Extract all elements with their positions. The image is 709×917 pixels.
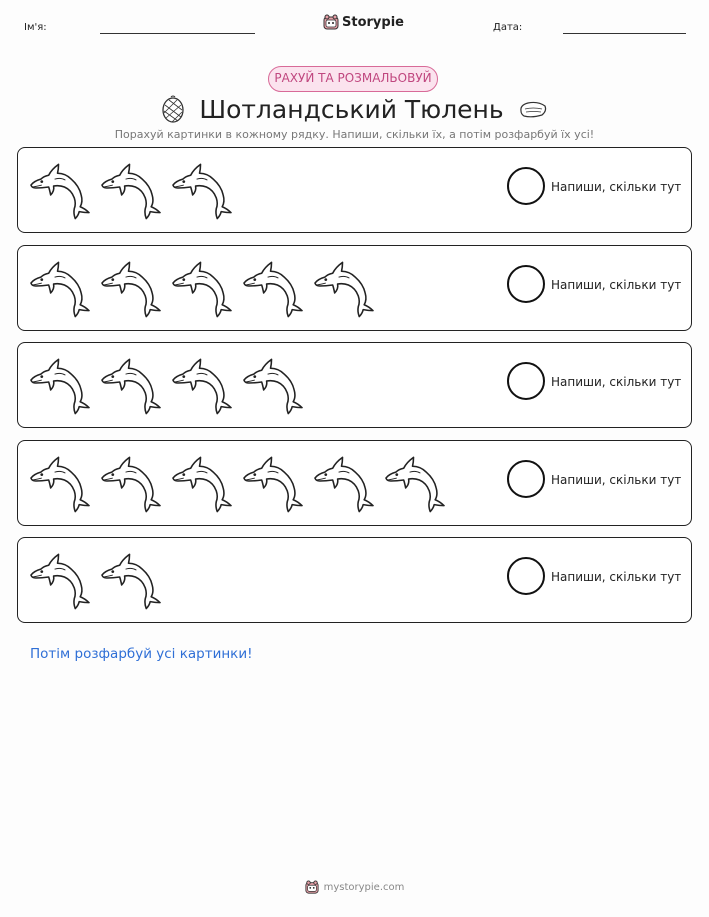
dolphin-icon <box>170 449 233 515</box>
activity-badge: РАХУЙ ТА РОЗМАЛЬОВУЙ <box>268 66 438 92</box>
answer-label: Напиши, скільки тут <box>551 278 682 292</box>
dolphin-icon <box>312 254 375 320</box>
instructions: Порахуй картинки в кожному рядку. Напиши, скільки їх, а потім розфарбуй їх усі! <box>114 128 595 141</box>
dolphin-icon <box>170 254 233 320</box>
answer-label: Напиши, скільки тут <box>551 180 682 194</box>
pictures-group <box>28 546 162 612</box>
pictures-group <box>28 449 446 515</box>
dolphin-icon <box>241 254 304 320</box>
dolphin-icon <box>99 546 162 612</box>
dolphin-icon <box>28 156 91 222</box>
page-title <box>150 93 559 125</box>
count-row-2 <box>17 245 692 331</box>
answer-label: Напиши, скільки тут <box>551 375 682 389</box>
rock-icon <box>518 99 548 119</box>
pictures-group <box>28 254 375 320</box>
dolphin-icon <box>170 351 233 417</box>
answer-label: Напиши, скільки тут <box>551 473 682 487</box>
dolphin-icon <box>99 156 162 222</box>
pictures-group <box>28 351 304 417</box>
dolphin-icon <box>99 449 162 515</box>
site-footer <box>0 880 709 894</box>
logo-text: Storypie <box>342 14 404 30</box>
title-text: Шотландський Тюлень <box>199 94 504 124</box>
count-row-4 <box>17 440 692 526</box>
dolphin-icon <box>99 254 162 320</box>
count-row-3 <box>17 342 692 428</box>
dolphin-icon <box>99 351 162 417</box>
count-row-1 <box>17 147 692 233</box>
answer-circle[interactable] <box>507 460 545 498</box>
pictures-group <box>28 156 233 222</box>
dolphin-icon <box>241 351 304 417</box>
egg-icon <box>161 95 185 123</box>
count-row-5 <box>17 537 692 623</box>
dolphin-icon <box>28 449 91 515</box>
site-url[interactable]: mystorypie.com <box>323 881 405 893</box>
dolphin-icon <box>383 449 446 515</box>
date-field[interactable] <box>563 33 686 34</box>
storypie-bear-icon <box>323 14 339 30</box>
name-field[interactable] <box>100 33 255 34</box>
date-label: Дата: <box>493 22 523 33</box>
dolphin-icon <box>241 449 304 515</box>
coloring-instruction: Потім розфарбуй усі картинки! <box>30 646 253 662</box>
answer-circle[interactable] <box>507 265 545 303</box>
storypie-bear-icon <box>305 880 319 894</box>
answer-circle[interactable] <box>507 167 545 205</box>
answer-label: Напиши, скільки тут <box>551 570 682 584</box>
logo <box>323 14 404 30</box>
dolphin-icon <box>28 546 91 612</box>
name-label: Ім'я: <box>24 22 47 33</box>
dolphin-icon <box>28 254 91 320</box>
answer-circle[interactable] <box>507 362 545 400</box>
answer-circle[interactable] <box>507 557 545 595</box>
dolphin-icon <box>312 449 375 515</box>
dolphin-icon <box>170 156 233 222</box>
dolphin-icon <box>28 351 91 417</box>
